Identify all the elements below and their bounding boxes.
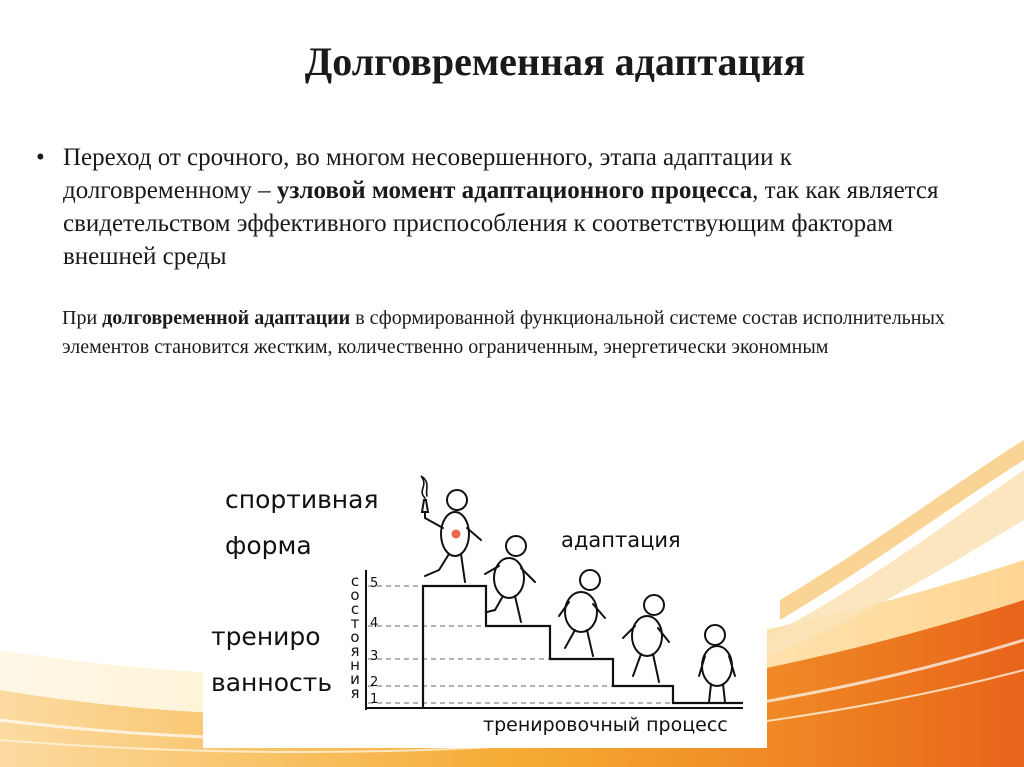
level-tick-4: 4 bbox=[370, 616, 379, 631]
label-training-process: тренировочный процесс bbox=[483, 714, 728, 736]
label-state-vertical: с о с т о я н и я bbox=[350, 572, 360, 702]
label-training-line2: ванность bbox=[211, 668, 333, 697]
description-paragraph bbox=[62, 304, 962, 362]
bullet-text bbox=[63, 141, 966, 273]
label-training-line1: трениро bbox=[211, 622, 321, 651]
athlete-third bbox=[559, 570, 605, 656]
label-adaptation: адаптация bbox=[561, 528, 681, 552]
paragraph-text-start: При bbox=[62, 307, 103, 329]
bullet-text-end: , так как является свидетельством эффективного приспособления к соответствующим факторам внешней среды bbox=[63, 177, 939, 270]
label-sport-form-line1: спортивная bbox=[225, 485, 379, 514]
slide-title: Долговременная адаптация bbox=[304, 39, 806, 84]
bullet-marker: • bbox=[36, 144, 45, 171]
athlete-bottom bbox=[699, 625, 735, 702]
level-tick-2: 2 bbox=[370, 675, 379, 690]
level-tick-1: 1 bbox=[370, 692, 379, 707]
athlete-second bbox=[485, 536, 535, 622]
athlete-fourth bbox=[623, 595, 669, 682]
adaptation-stairs-figure bbox=[203, 470, 767, 748]
athlete-top bbox=[421, 476, 481, 582]
label-sport-form-line2: форма bbox=[225, 531, 312, 560]
level-tick-5: 5 bbox=[370, 576, 379, 591]
paragraph-text-end: в сформированной функциональной системе состав исполнительных элементов становится жестким, количественно ограниченным, энергетически экономным bbox=[62, 307, 945, 358]
bullet-point bbox=[36, 141, 966, 273]
paragraph-text-bold: долговременной адаптации bbox=[102, 307, 351, 329]
level-tick-3: 3 bbox=[370, 649, 379, 664]
bullet-text-start: Переход от срочного, во многом несовершенного, этапа адаптации к долговременному – bbox=[63, 144, 792, 204]
bullet-text-bold: узловой момент адаптационного процесса bbox=[276, 177, 753, 204]
